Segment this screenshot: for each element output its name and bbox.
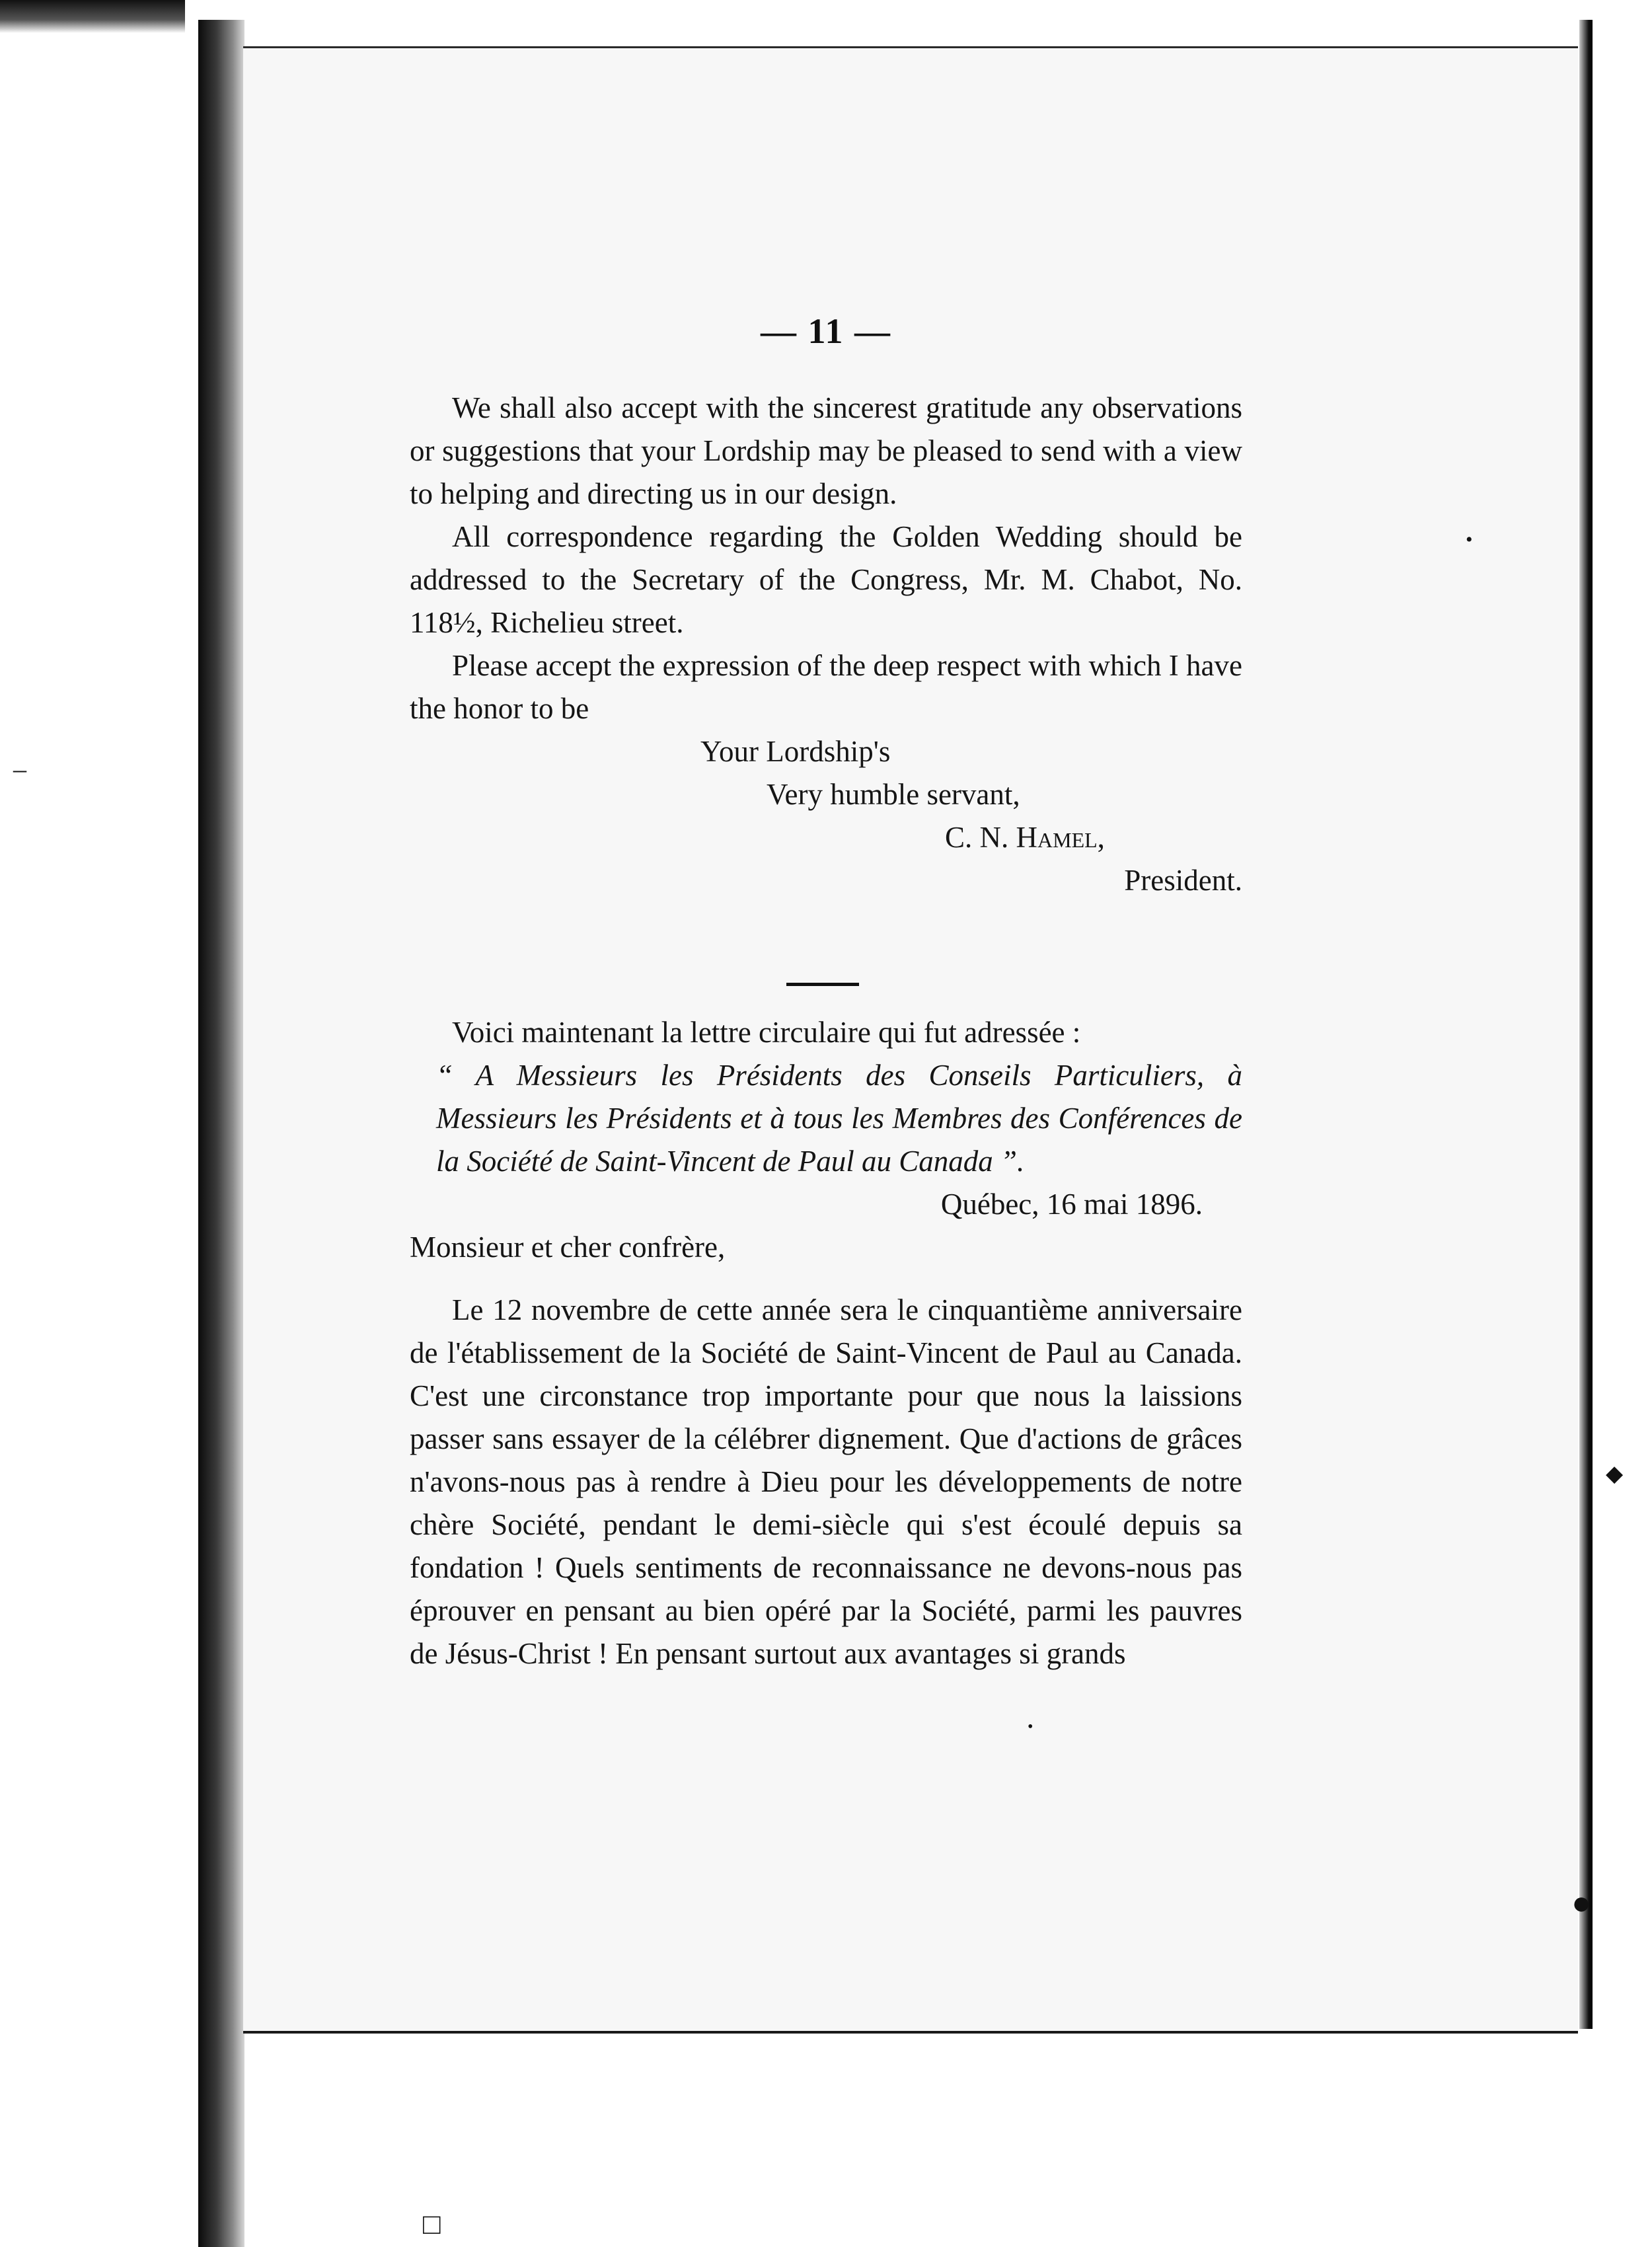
circular-body-paragraph: Le 12 novembre de cette année sera le cinquantième anniversaire de l'établissement de la Société de Saint-Vincent de Paul au Canada. C'est une circonstance trop importante pour que nous la laissions passer sans essayer de la célébrer dignement. Que d'actions de grâces n'avons-nous pas à rendre à Dieu pour les développements de notre chère Société, pendant le demi-siècle qui s'est écoulé depuis sa fondation ! Quels sentiments de reconnaissance ne devons-nous pas éprouver en pensant au bien opéré par la Société, parmi les pauvres de Jésus-Christ ! En pensant surtout aux avantages si grands — [410, 1293, 1242, 1670]
book-spine-shadow — [198, 20, 244, 2247]
scan-speck-mark: – — [13, 754, 26, 784]
scan-speck-mark: ◆ — [1606, 1462, 1624, 1486]
closing-lordship: Your Lordship's — [700, 735, 891, 768]
english-letter-body — [410, 387, 1242, 902]
scan-speck-mark: • — [1466, 529, 1473, 551]
circular-address: “ A Messieurs les Présidents des Conseils Particuliers, à Messieurs les Présidents et à tous les Membres des Conférences de la Société de Saint-Vincent de Paul au Canada ”. — [436, 1059, 1242, 1178]
signature-title: President. — [1124, 864, 1242, 897]
page-number: — 11 — — [760, 311, 892, 351]
scan-speck-mark: ● — [1571, 1884, 1592, 1921]
closing-servant: Very humble servant, — [767, 778, 1020, 811]
circular-intro: Voici maintenant la lettre circulaire qui fut adressée : — [452, 1016, 1081, 1049]
scan-speck-mark: • — [1028, 1718, 1033, 1735]
french-circular-body — [410, 1011, 1242, 1675]
paragraph-correspondence: All correspondence regarding the Golden Wedding should be addressed to the Secretary of the Congress, Mr. M. Chabot, No. 118½, Richelieu street. — [410, 520, 1242, 639]
paragraph-respect: Please accept the expression of the deep respect with which I have the honor to be — [410, 649, 1242, 725]
circular-dateline: Québec, 16 mai 1896. — [940, 1188, 1203, 1221]
circular-salutation: Monsieur et cher confrère, — [410, 1231, 726, 1264]
scan-top-shadow — [0, 0, 185, 33]
scan-speck-mark: □ — [423, 2208, 441, 2240]
signature-name: C. N. Hamel, — [945, 821, 1105, 854]
paragraph-gratitude: We shall also accept with the sincerest gratitude any observations or suggestions that your Lordship may be pleased to send with a view to helping and directing us in our design. — [410, 391, 1242, 510]
section-divider-rule — [786, 983, 859, 986]
